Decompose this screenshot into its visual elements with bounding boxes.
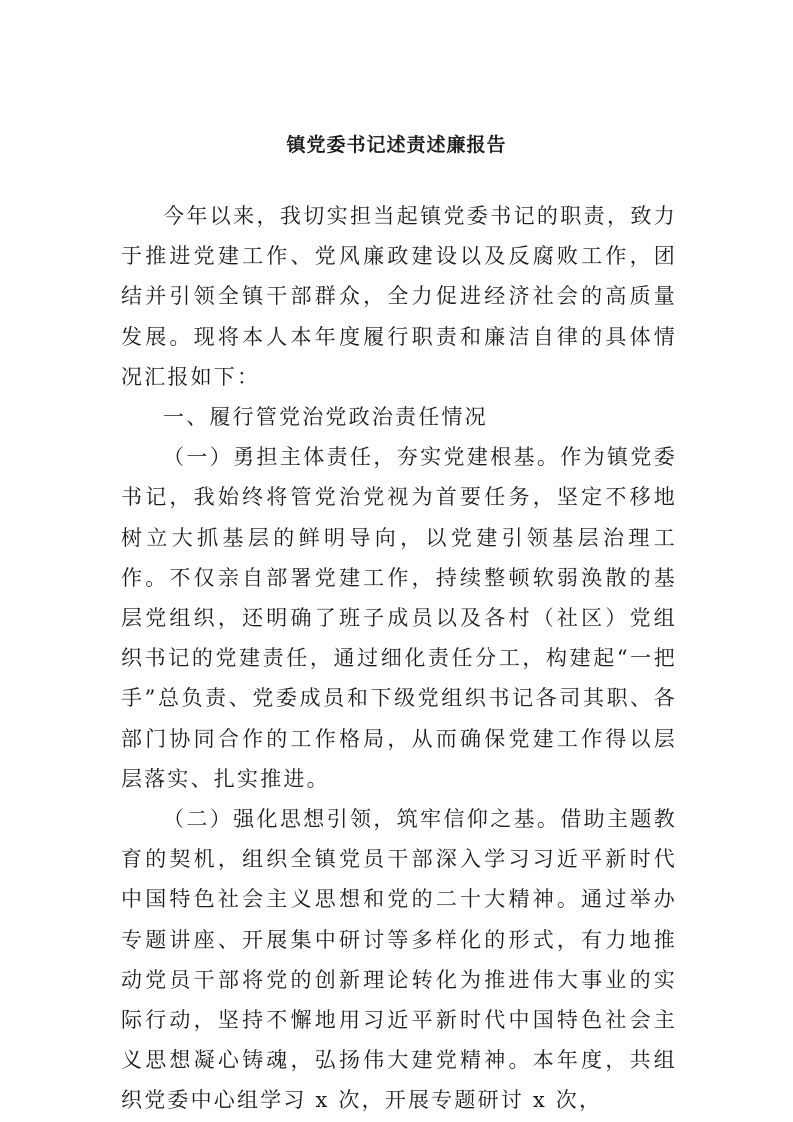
paragraph-subsection-2: （二）强化思想引领，筑牢信仰之基。借助主题教育的契机，组织全镇党员干部深入学习习近平新时代中国特色社会主义思想和党的二十大精神。通过举办专题讲座、开展集中研讨等多样化的形式，有力地推动党员干部将党的创新理论转化为推进伟大事业的实际行动，坚持不懈地用习近平新时代中国特色社会主义思想凝心铸魂，弘扬伟大建党精神。本年度，共组织党委中心组学习 x 次，开展专题研讨 x 次， [121,807,677,1113]
document-body [121,196,677,1121]
paragraph-subsection-1: （一）勇担主体责任，夯实党建根基。作为镇党委书记，我始终将管党治党视为首要任务，坚定不移地树立大抓基层的鲜明导向，以党建引领基层治理工作。不仅亲自部署党建工作，持续整顿软弱涣散的基层党组织，还明确了班子成员以及各村（社区）党组织书记的党建责任，通过细化责任分工，构建起“一把手”总负责、党委成员和下级党组织书记各司其职、各部门协同合作的工作格局，从而确保党建工作得以层层落实、扎实推进。 [121,445,677,791]
section-heading: 一、履行管党治党政治责任情况 [163,405,488,430]
document-title: 镇党委书记述责述廉报告 [286,134,507,156]
intro-paragraph: 今年以来，我切实担当起镇党委书记的职责，致力于推进党建工作、党风廉政建设以及反腐败工作，团结并引领全镇干部群众，全力促进经济社会的高质量发展。现将本人本年度履行职责和廉洁自律的具体情况汇报如下： [121,204,677,389]
